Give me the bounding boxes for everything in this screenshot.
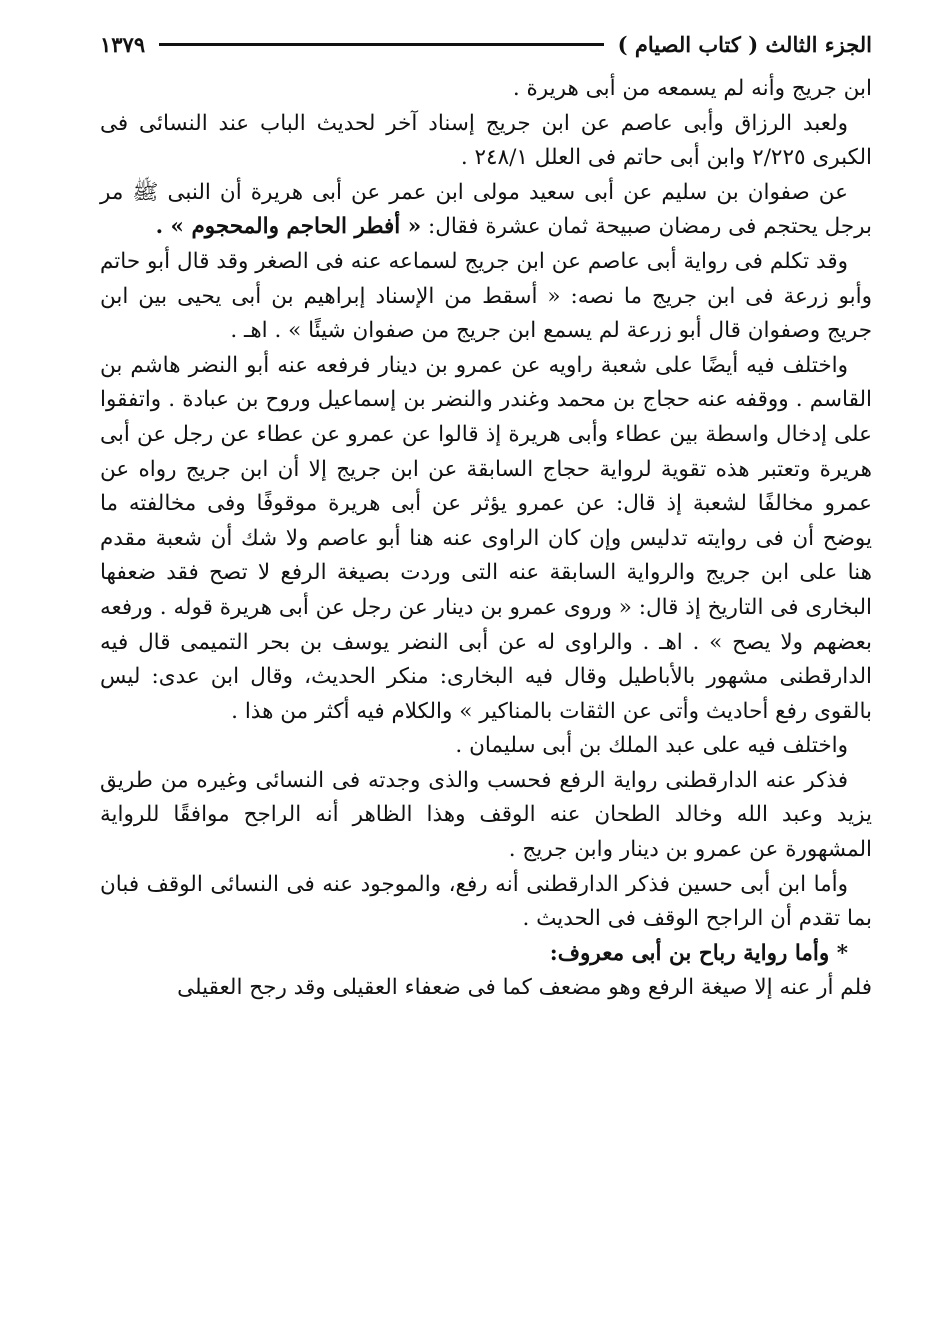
paragraph: وقد تكلم فى رواية أبى عاصم عن ابن جريج لسماعه عنه فى الصغر وقد قال أبو حاتم وأبو زرعة فى ابن جريج ما نصه: « أسقط من الإسناد إبراهيم بن أبى يحيى بين ابن جريج وصفوان قال أبو زرعة لم يسمع ابن جريج من صفوان شيئًا » . اهـ .: [100, 248, 872, 344]
paragraph: واختلف فيه أيضًا على شعبة راويه عن عمرو بن دينار فرفعه عنه أبو النضر هاشم بن القاسم . ووقفه عنه حجاج بن محمد وغندر والنضر بن إسماعيل وروح بن عبادة . واتفقوا على إدخال واسطة بين عطاء وأبى هريرة إذ قالوا عن عمرو عن عطاء عن رجل عن أبى هريرة وتعتبر هذه تقوية لرواية حجاج السابقة عن ابن جريج إلا أن ابن جريج رواه عن عمرو مخالفًا لشعبة إذ قال: عن عمرو يؤثر عن أبى هريرة موقوفًا وفى مخالفته ما يوضح أن فى روايته تدليس وإن كان الراوى عنه هنا أبو عاصم ولا شك أن شعبة مقدم هنا على ابن جريج والرواية السابقة عنه التى وردت بصيغة الرفع لا تصح فقد ضعفها البخارى فى التاريخ إذ قال: « وروى عمرو بن دينار عن رجل عن أبى هريرة قوله . ورفعه بعضهم ولا يصح » . اهـ . والراوى له عن أبى النضر يوسف بن بحر التميمى قال فيه الدارقطنى مشهور بالأباطيل وقال فيه البخارى: منكر الحديث، وقال ابن عدى: ليس بالقوى رفع أحاديث وأتى عن الثقات بالمناكير » والكلام فيه أكثر من هذا .: [100, 352, 872, 724]
running-header: [100, 24, 872, 64]
book-page: [100, 24, 872, 1006]
paragraph: ابن جريج وأنه لم يسمعه من أبى هريرة .: [512, 76, 872, 101]
header-rule: [159, 43, 604, 46]
paragraph: فلم أر عنه إلا صيغة الرفع وهو مضعف كما فى ضعفاء العقيلى وقد رجح العقيلى: [177, 975, 872, 1001]
section-heading: * وأما رواية رباح بن أبى معروف:: [549, 940, 848, 966]
paragraph: واختلف فيه على عبد الملك بن أبى سليمان .: [455, 733, 848, 759]
running-title: الجزء الثالث ( كتاب الصيام ): [617, 31, 872, 57]
paragraph: وأما ابن أبى حسين فذكر الدارقطنى أنه رفع، والموجود عنه فى النسائى الوقف فبان بما تقدم أن الراجح الوقف فى الحديث .: [100, 871, 872, 932]
hadith-text: « أفطر الحاجم والمحجوم » .: [155, 214, 422, 240]
page-number: ١٣٧٩: [100, 31, 146, 57]
hadith-chain: عن صفوان بن سليم عن أبى سعيد مولى ابن عمر عن أبى هريرة أن النبى ﷺ مر برجل يحتجم فى رمضان صبيحة ثمان عشرة فقال:: [100, 179, 872, 240]
body-text: [100, 72, 872, 1006]
paragraph: فذكر عنه الدارقطنى رواية الرفع فحسب والذى وجدته فى النسائى وغيره من طريق يزيد وعبد الله وخالد الطحان عنه الوقف وهذا الظاهر أنه الراجح موافقًا للرواية المشهورة عن عمرو بن دينار وابن جريج .: [100, 767, 872, 863]
paragraph: [100, 176, 872, 245]
paragraph: ولعبد الرزاق وأبى عاصم عن ابن جريج إسناد آخر لحديث الباب عند النسائى فى الكبرى ٢/٢٢٥ وابن أبى حاتم فى العلل ٢٤٨/١ .: [100, 110, 872, 171]
